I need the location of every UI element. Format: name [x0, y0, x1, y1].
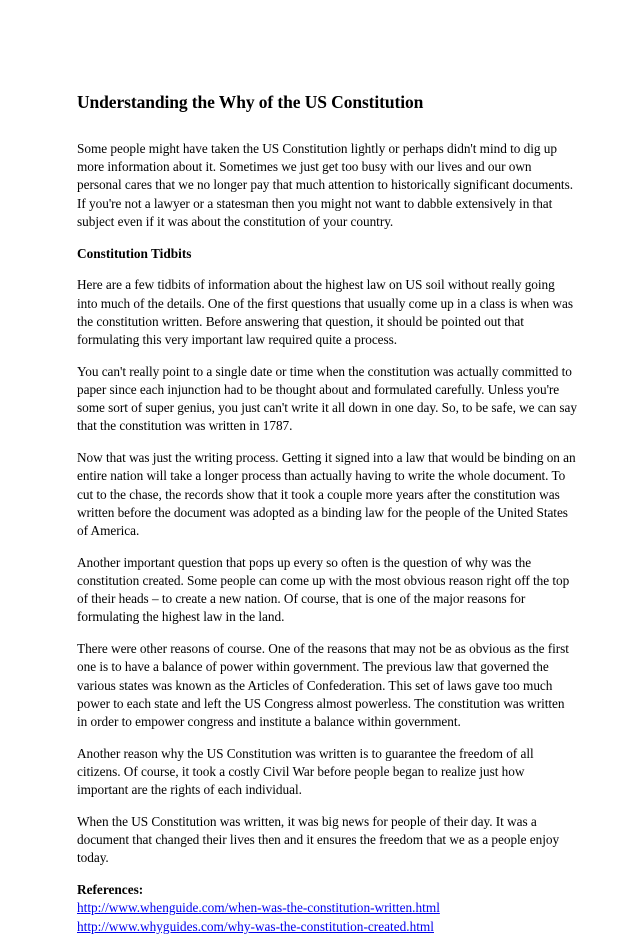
- document-page: [77, 91, 577, 936]
- body-paragraph-6: Another reason why the US Constitution was written is to guarantee the freedom of all citizens. Of course, it took a costly Civil War before people began to realize just how important are the rights of each individual.: [77, 745, 534, 798]
- body-paragraph-1: Here are a few tidbits of information about the highest law on US soil without really going into much of the details. One of the first questions that usually come up in a class is when was the constitution written. Before answering that question, it should be pointed out that formulating this very important law required quite a process.: [77, 277, 573, 348]
- reference-link-1[interactable]: http://www.whenguide.com/when-was-the-constitution-written.html: [77, 900, 440, 916]
- document-title: Understanding the Why of the US Constitution: [77, 92, 424, 112]
- body-paragraph-3: Now that was just the writing process. Getting it signed into a law that would be binding on an entire nation will take a longer process than actually having to write the whole document. To cut to the chase, the records show that it took a couple more years after the constitution was written before the document was adopted as a binding law for the people of the United States of America.: [77, 450, 576, 539]
- section-heading: Constitution Tidbits: [77, 245, 192, 261]
- references-heading: References:: [77, 882, 144, 898]
- body-paragraph-7: When the US Constitution was written, it was big news for people of their day. It was a document that changed their lives then and it ensures the freedom that we as a people enjoy today.: [77, 814, 560, 866]
- intro-paragraph: Some people might have taken the US Constitution lightly or perhaps didn't mind to dig up more information about it. Sometimes we just get too busy with our lives and our own personal cares that we no longer pay that much attention to historically significant documents. If you're not a lawyer or a statesman then you might not want to dabble extensively in that subject even if it was about the constitution of your country.: [77, 141, 573, 229]
- reference-link-2[interactable]: http://www.whyguides.com/why-was-the-constitution-created.html: [77, 918, 434, 934]
- body-paragraph-4: Another important question that pops up every so often is the question of why was the constitution created. Some people can come up with the most obvious reason right off the top of their heads – to create a new nation. Of course, that is one of the major reasons for formulating the highest law in the land.: [77, 554, 570, 625]
- body-paragraph-2: You can't really point to a single date or time when the constitution was actually committed to paper since each injunction had to be thought about and formulated carefully. Unless you're some sort of super genius, you just can't write it all down in one day. So, to be safe, we can say that the constitution was written in 1787.: [77, 363, 577, 434]
- body-paragraph-5: There were other reasons of course. One of the reasons that may not be as obvious as the first one is to have a balance of power within government. The previous law that governed the various states was known as the Articles of Confederation. This set of laws gave too much power to each state and left the US Congress almost powerless. The constitution was written in order to empower congress and institute a balance within government.: [77, 641, 569, 730]
